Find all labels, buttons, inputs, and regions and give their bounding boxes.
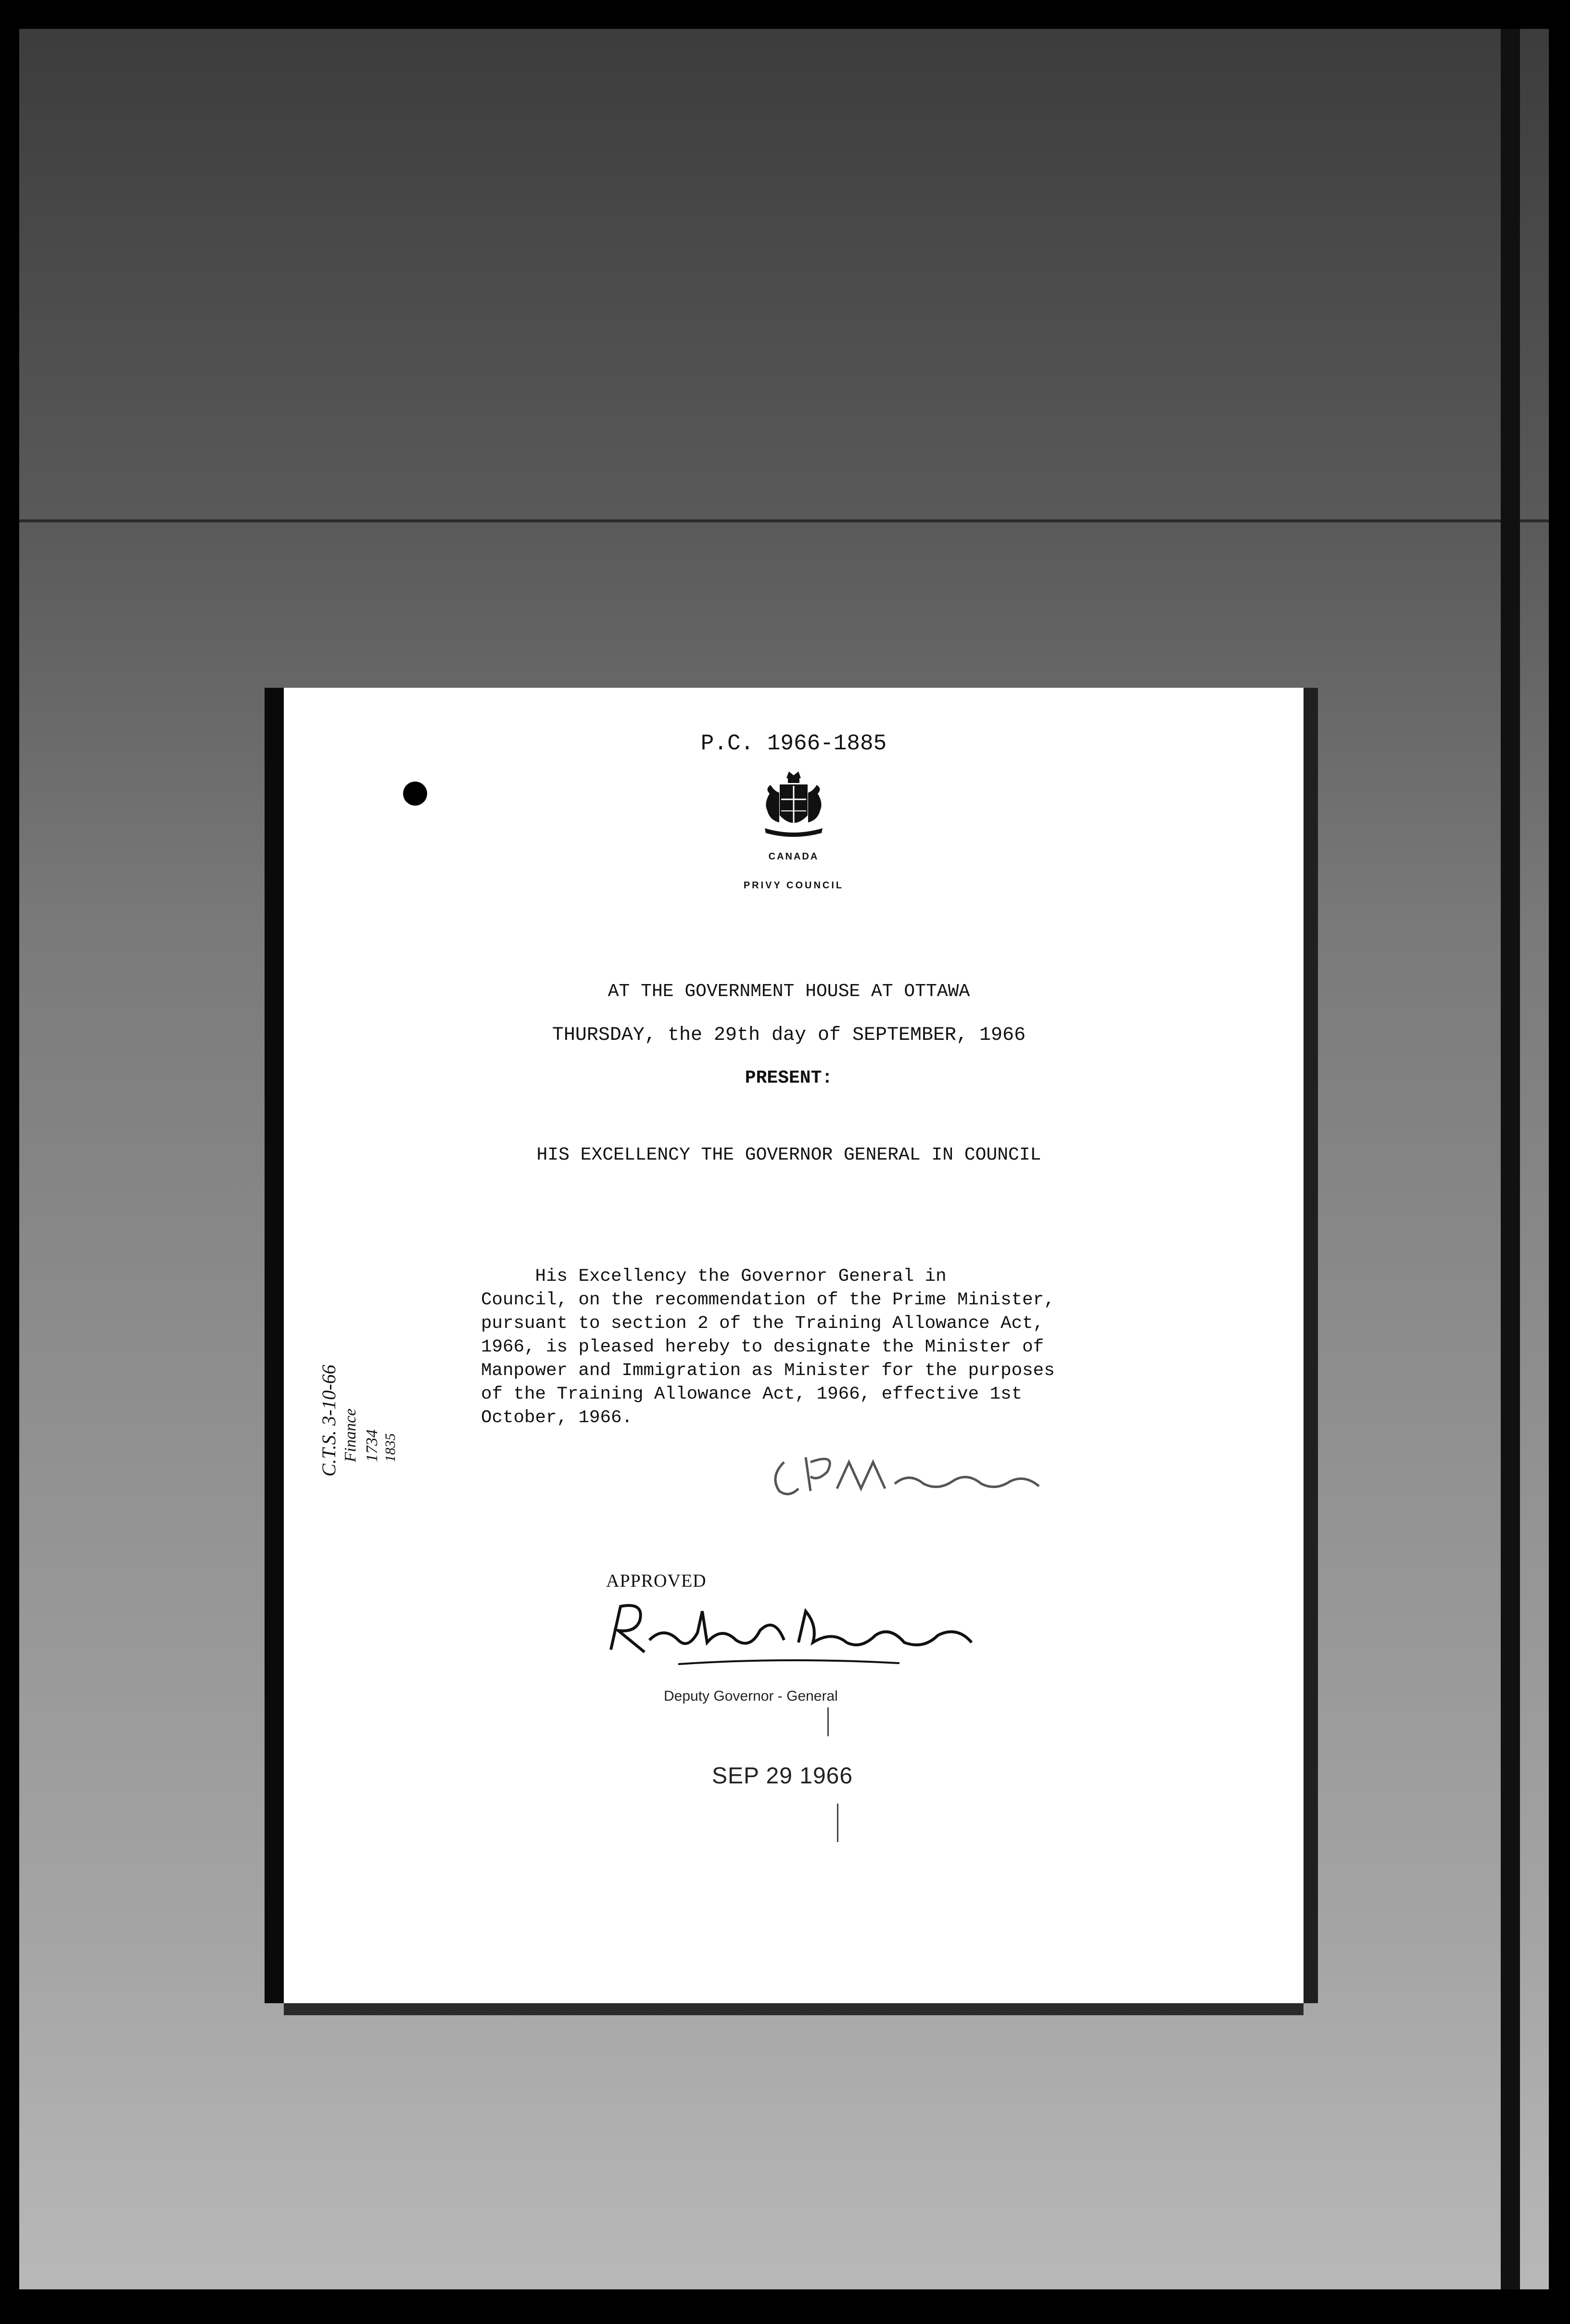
present-label: PRESENT: (745, 1068, 833, 1088)
scan-fold-line (19, 519, 1549, 522)
order-body (481, 1265, 1227, 1430)
council-line: HIS EXCELLENCY THE GOVERNOR GENERAL IN COUNCIL (536, 1145, 1041, 1165)
pen-mark (837, 1804, 838, 1842)
scan-right-edge (1501, 29, 1520, 2289)
letterhead-country: CANADA (768, 851, 819, 862)
date-line: THURSDAY, the 29th day of SEPTEMBER, 1966 (552, 1024, 1026, 1046)
punch-hole (403, 782, 427, 806)
margin-note: 1835 (382, 1433, 398, 1462)
order-in-council-page (284, 688, 1304, 2003)
body-line: of the Training Allowance Act, 1966, effective 1st (481, 1384, 1023, 1404)
letterhead-privy-council: PRIVY COUNCIL (743, 880, 844, 891)
prime-minister-signature (765, 1443, 1063, 1505)
governor-general-signature (592, 1597, 986, 1669)
margin-note: Finance (342, 1408, 359, 1462)
body-line: Manpower and Immigration as Minister for the purposes (481, 1361, 1055, 1381)
body-line: pursuant to section 2 of the Training Allowance Act, (481, 1314, 1044, 1334)
coat-of-arms-icon (760, 770, 827, 842)
body-line: His Excellency the Governor General in (481, 1266, 947, 1287)
venue-line: AT THE GOVERNMENT HOUSE AT OTTAWA (608, 981, 970, 1002)
body-line: Council, on the recommendation of the Prime Minister, (481, 1290, 1055, 1310)
margin-notes (317, 1250, 398, 1477)
approved-label: APPROVED (606, 1571, 707, 1591)
body-line: October, 1966. (481, 1408, 633, 1428)
margin-note: C.T.S. 3-10-66 (318, 1364, 340, 1477)
body-line: 1966, is pleased hereby to designate the Minister of (481, 1337, 1044, 1357)
deputy-governor-general-label: Deputy Governor - General (664, 1688, 838, 1704)
pc-number: P.C. 1966-1885 (700, 731, 887, 756)
approval-date-stamp: SEP 29 1966 (712, 1763, 853, 1789)
margin-note: 1734 (363, 1429, 381, 1462)
pen-mark (827, 1707, 829, 1736)
